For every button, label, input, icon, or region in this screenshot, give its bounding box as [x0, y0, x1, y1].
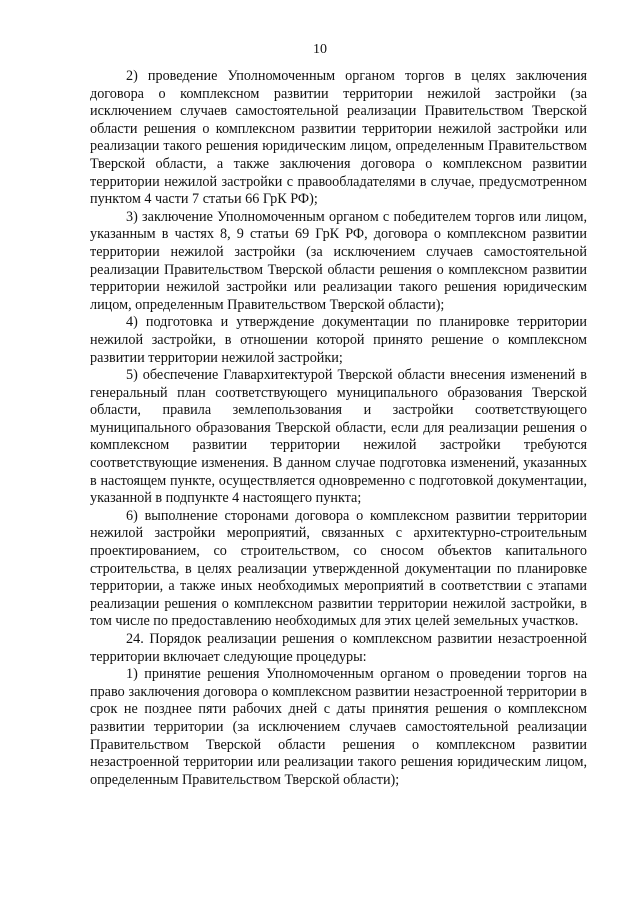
paragraph-item-4: 4) подготовка и утверждение документации по планировке территории нежилой застройки, в отношении которой принято решение о комплексном развитии территории нежилой застройки;	[90, 314, 587, 366]
page-number: 10	[313, 42, 327, 57]
paragraph-section-24: 24. Порядок реализации решения о комплексном развитии незастроенной территории включает следующие процедуры:	[90, 631, 587, 665]
paragraph-section-24-item-1: 1) принятие решения Уполномоченным органом о проведении торгов на право заключения договора о комплексном развитии незастроенной территории в срок не позднее пяти рабочих дней с даты принятия решения о комплексном развитии территории (за исключением случаев самостоятельной реализации Правительством Тверской области решения о комплексном развитии незастроенной территории или реализации такого решения юридическим лицом, определенным Правительством Тверской области);	[90, 666, 587, 788]
document-body	[90, 68, 587, 789]
paragraph-item-6: 6) выполнение сторонами договора о комплексном развитии территории нежилой застройки мероприятий, связанных с архитектурно-строительным проектированием, со строительством, со сносом объектов капитального строительства, в целях реализации утвержденной документации по планировке территории, а также иных необходимых мероприятий в соответствии с этапами реализации решения о комплексном развитии территории нежилой застройки, в том числе по предоставлению необходимых для этих целей земельных участков.	[90, 507, 587, 630]
paragraph-item-3: 3) заключение Уполномоченным органом с победителем торгов или лицом, указанным в частях 8, 9 статьи 69 ГрК РФ, договора о комплексном развитии территории нежилой застройки (за исключением случаев самостоятельной реализации Правительством Тверской области решения о комплексном развитии территории нежилой застройки или реализации такого решения юридическим лицом, определенным Правительством Тверской области);	[90, 208, 587, 313]
paragraph-item-2: 2) проведение Уполномоченным органом торгов в целях заключения договора о комплексном развитии территории нежилой застройки (за исключением случаев самостоятельной реализации Правительством Тверской области решения о комплексном развитии территории нежилой застройки или реализации такого решения юридическим лицом, определенным Правительством Тверской области, а также заключения договора о комплексном развитии территории нежилой застройки с правообладателями в случае, предусмотренном пунктом 4 части 7 статьи 66 ГрК РФ);	[90, 68, 587, 208]
paragraph-item-5: 5) обеспечение Главархитектурой Тверской области внесения изменений в генеральный план соответствующего муниципального образования Тверской области, правила землепользования и застройки соответствующего муниципального образования Тверской области, если для реализации решения о комплексном развитии территории нежилой застройки требуются соответствующие изменения. В данном случае подготовка изменений, указанных в настоящем пункте, осуществляется одновременно с подготовкой документации, указанной в подпункте 4 настоящего пункта;	[90, 367, 587, 507]
